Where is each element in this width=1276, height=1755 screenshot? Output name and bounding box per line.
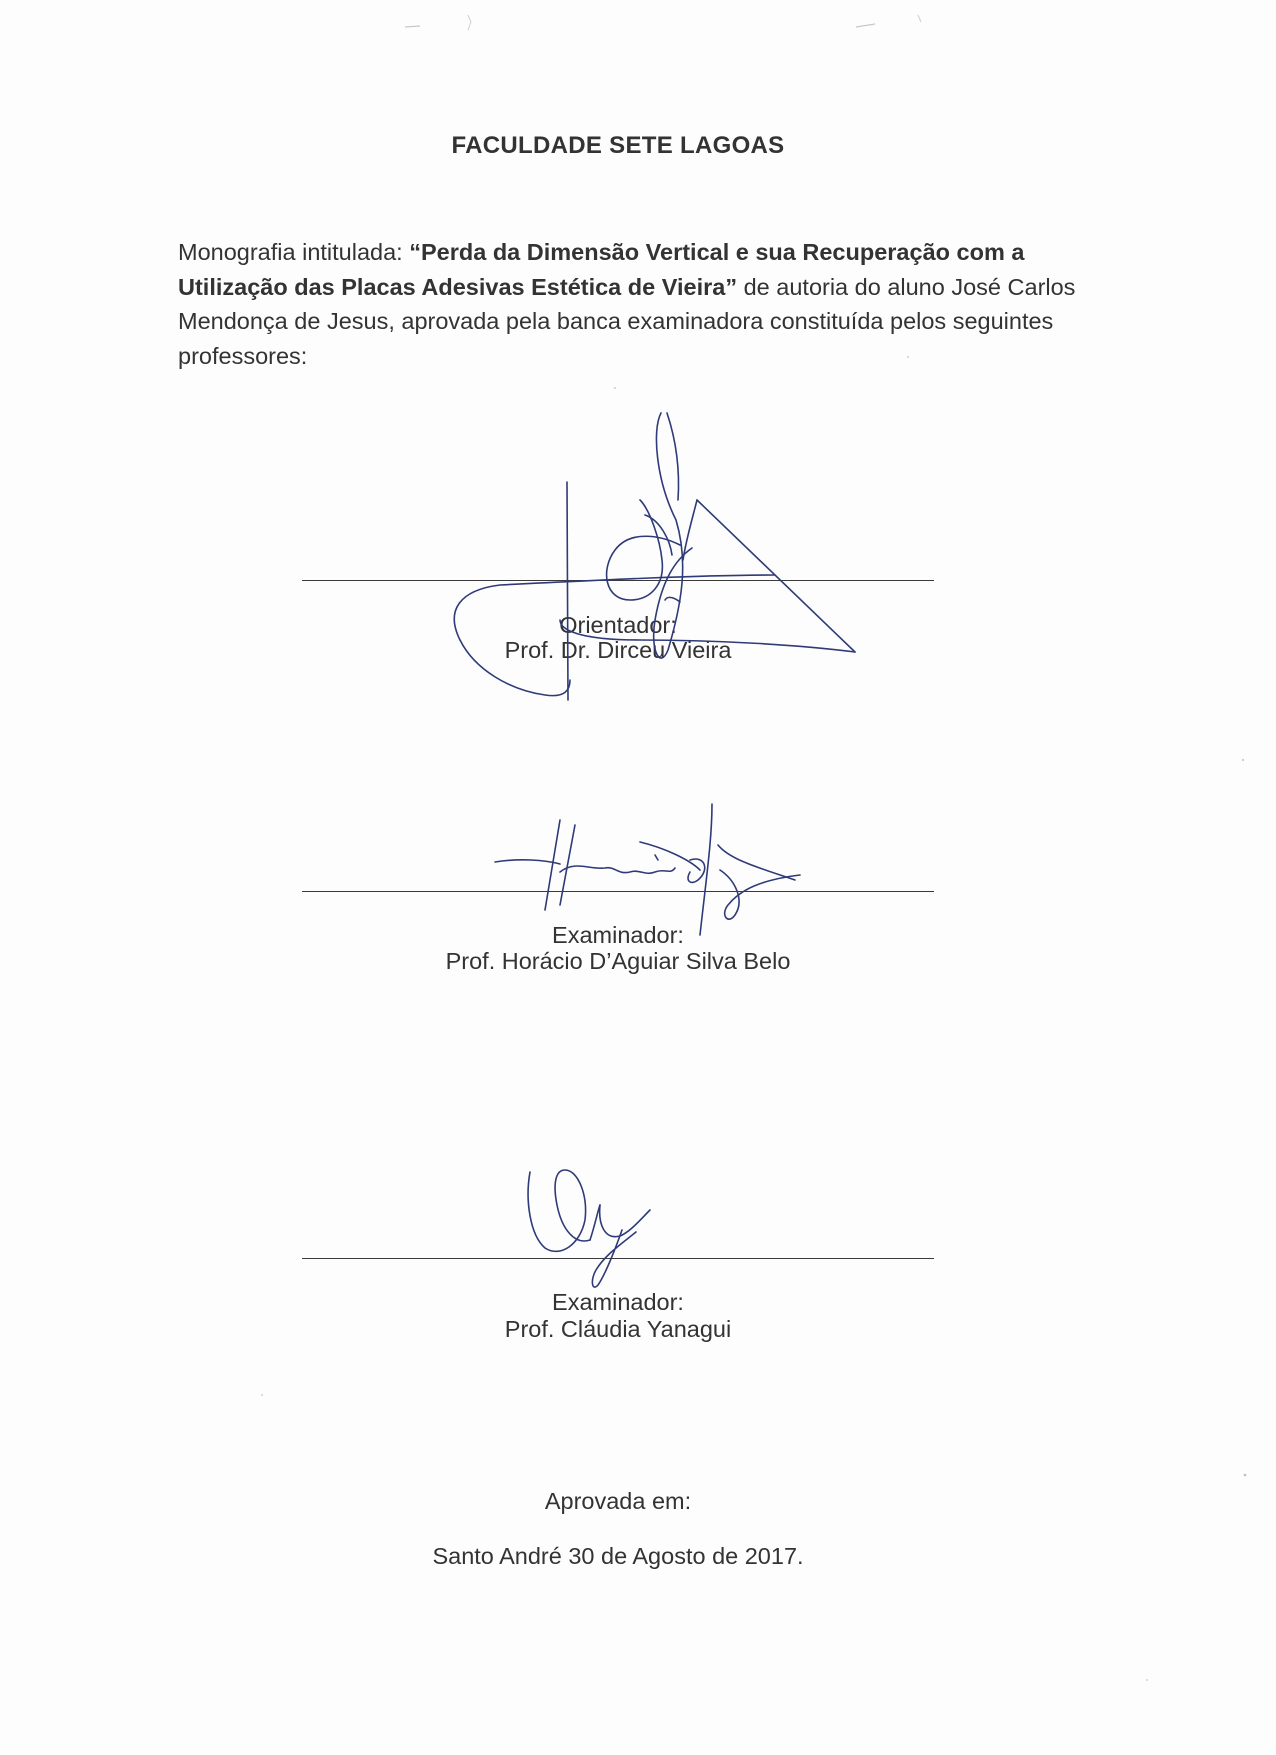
handwritten-signature-icon xyxy=(495,804,800,935)
approval-label: Aprovada em: xyxy=(544,1488,692,1514)
signature-role-orientador: Orientador: xyxy=(559,612,677,638)
institution-heading: FACULDADE SETE LAGOAS xyxy=(451,132,785,159)
handwritten-signature-icon xyxy=(454,413,855,700)
statement-intro: Monografia intitulada: xyxy=(178,239,410,265)
statement-rest: de autoria do aluno José Carlos Mendonça de Jesus, aprovada pela banca examinadora constituída pelos seguintes professores: xyxy=(178,273,1076,369)
signature-name-orientador: Prof. Dr. Dirceu Vieira xyxy=(504,637,732,663)
signature-name-examinador-2: Prof. Cláudia Yanagui xyxy=(504,1316,732,1342)
signature-role-examinador-1: Examinador: xyxy=(552,922,684,948)
approval-place-date: Santo André 30 de Agosto de 2017. xyxy=(432,1543,804,1569)
handwritten-signature-icon xyxy=(528,1170,650,1287)
signature-role-examinador-2: Examinador: xyxy=(552,1289,684,1315)
signature-name-examinador-1: Prof. Horácio D’Aguiar Silva Belo xyxy=(445,948,791,974)
monograph-title: “Perda da Dimensão Vertical e sua Recuperação com a Utilização das Placas Adesivas Estética de Vieira” xyxy=(178,239,1025,300)
